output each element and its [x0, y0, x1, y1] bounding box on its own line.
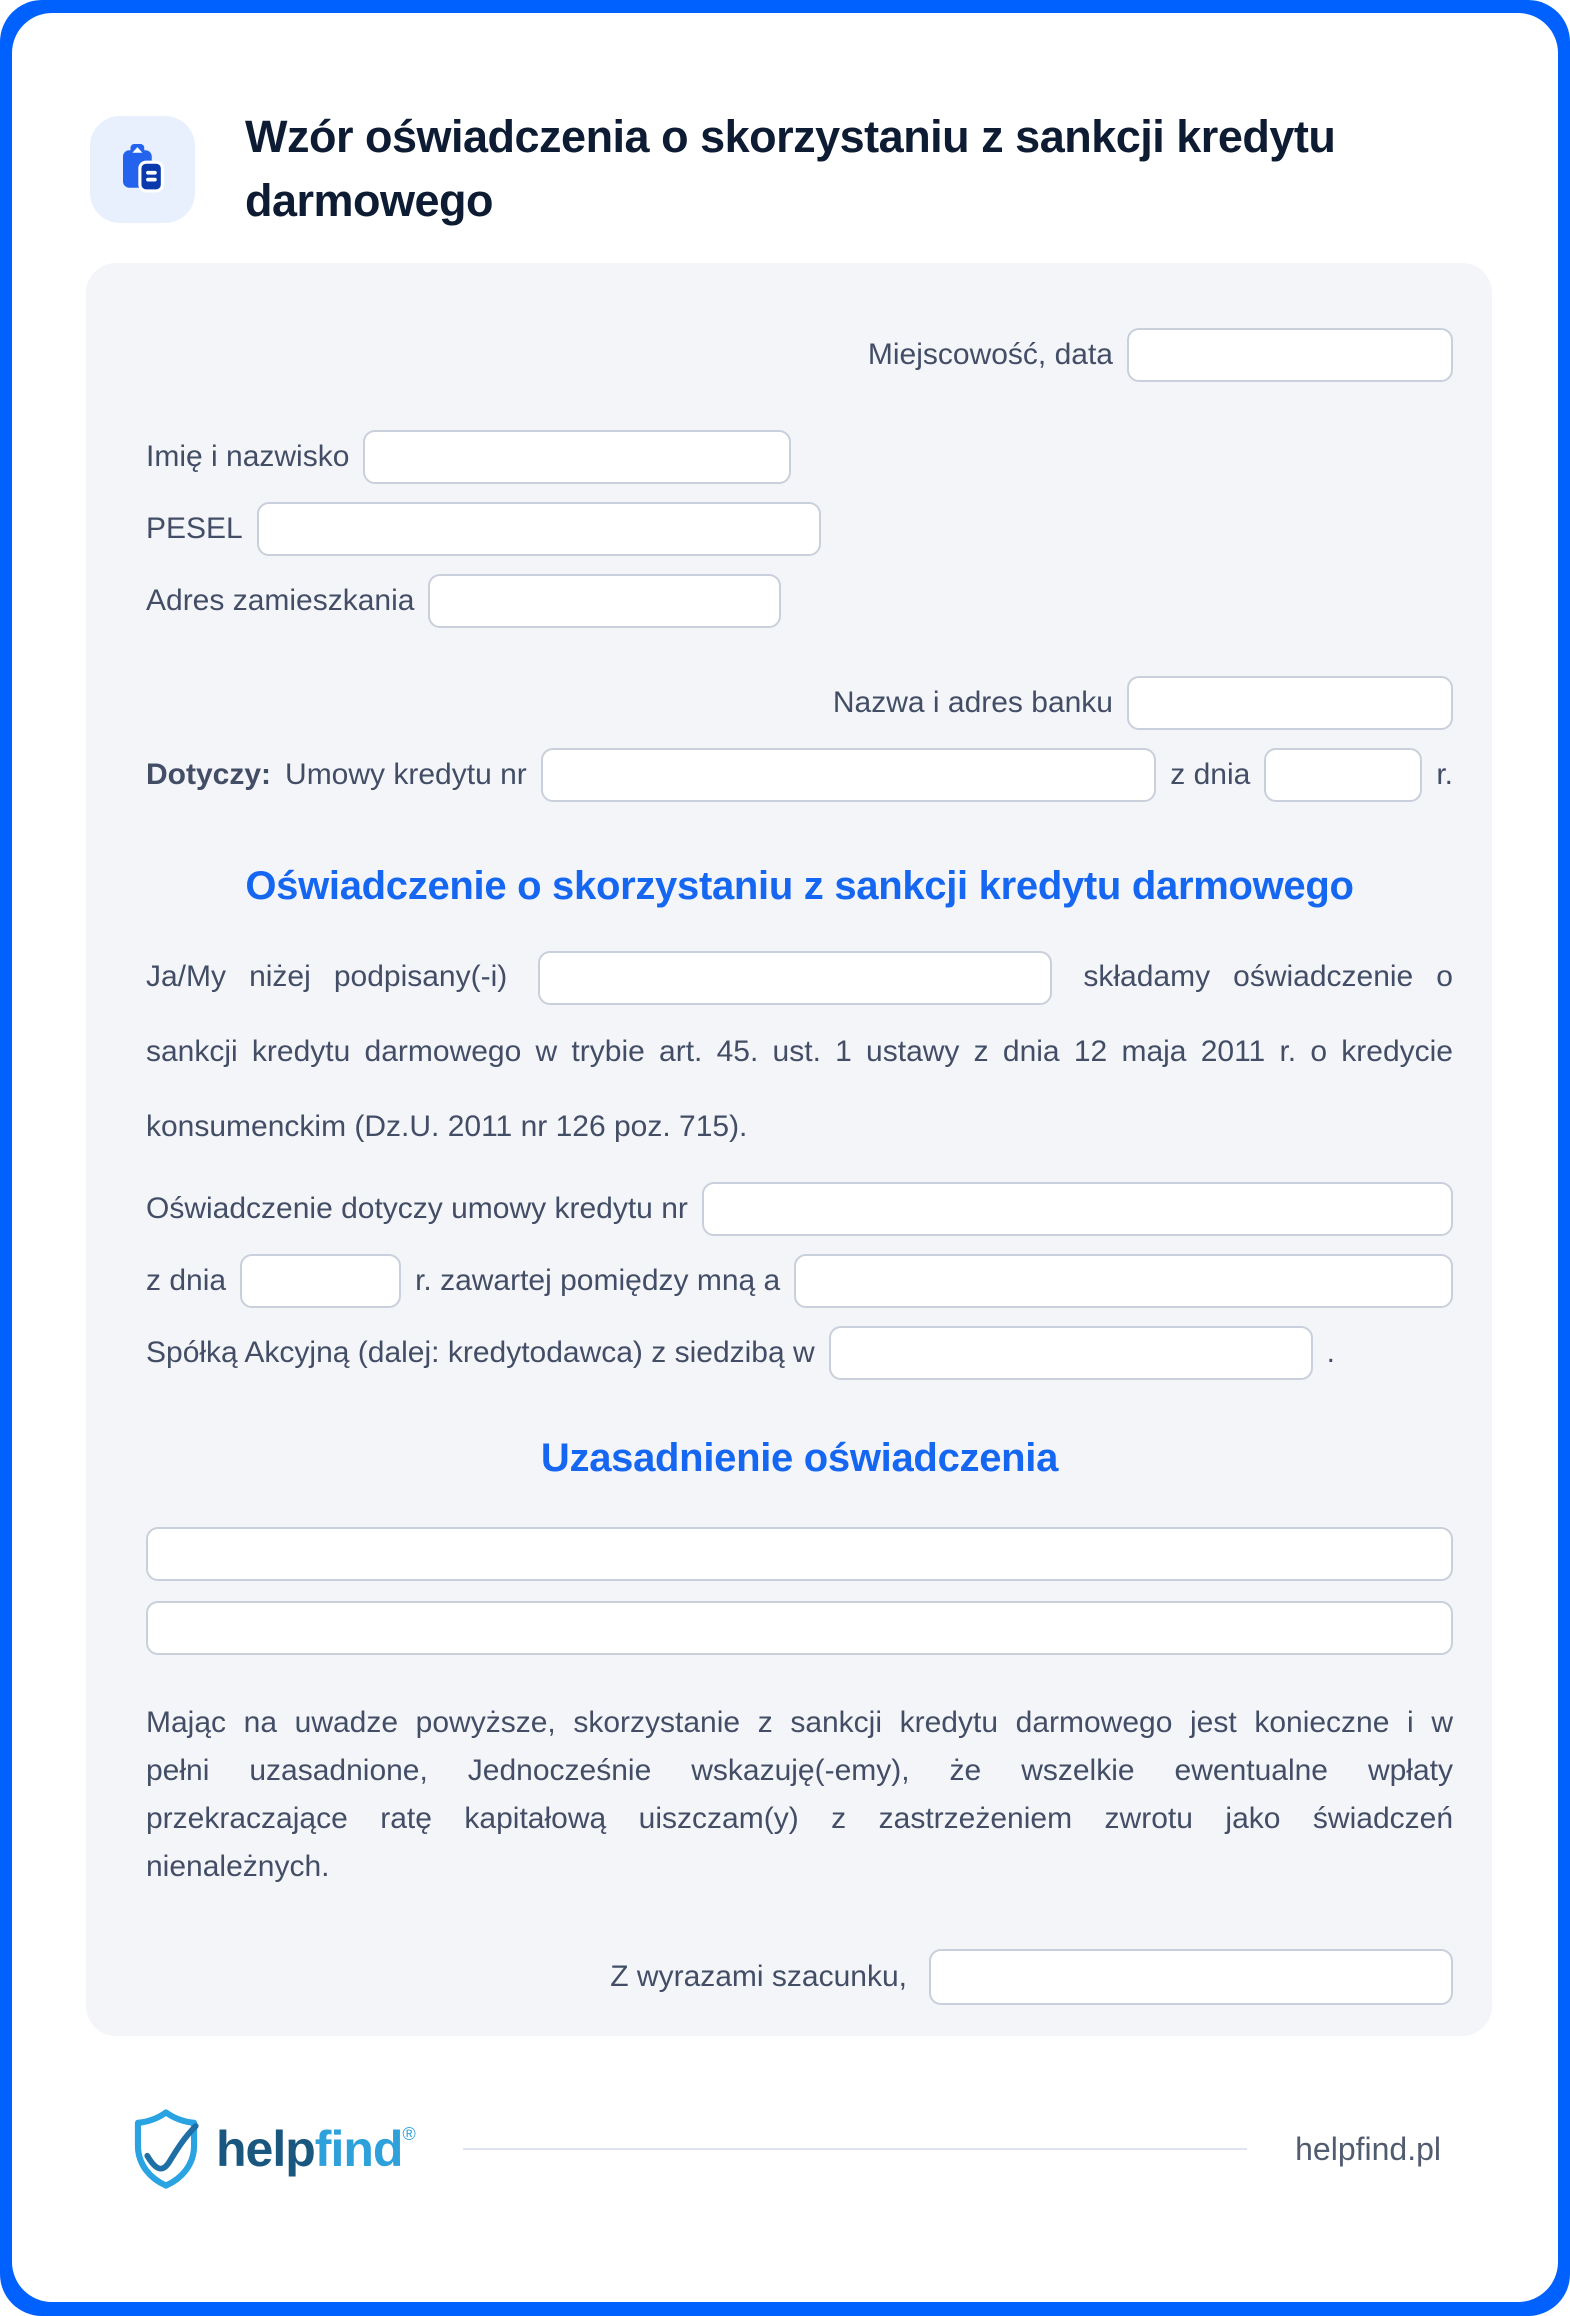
footer-divider	[463, 2148, 1247, 2150]
concerns-agreement-number-input[interactable]	[702, 1182, 1453, 1236]
pesel-input[interactable]	[257, 502, 821, 556]
credit-agreement-number-input[interactable]	[541, 748, 1157, 802]
declaration-section-title: Oświadczenie o skorzystaniu z sankcji kredytu darmowego	[245, 864, 1354, 908]
name-label: Imię i nazwisko	[146, 440, 350, 473]
place-date-label: Miejscowość, data	[867, 338, 1113, 371]
regarding-label-bold: Dotyczy:	[146, 758, 272, 791]
justification-line-1-input[interactable]	[146, 1527, 1453, 1581]
company-label: Spółką Akcyjną (dalej: kredytodawca) z siedzibą w	[146, 1336, 815, 1369]
company-row	[146, 1326, 1453, 1380]
address-input[interactable]	[428, 574, 781, 628]
site-url-text: helpfind.pl	[1295, 2130, 1441, 2167]
wordmark-find: find	[314, 2121, 403, 2177]
concerns-row	[146, 1182, 1453, 1236]
shield-check-icon	[132, 2108, 200, 2190]
z-dnia-label: z dnia	[1170, 758, 1251, 791]
form-panel	[86, 263, 1492, 2036]
between-label: r. zawartej pomiędzy mną a	[415, 1264, 781, 1297]
regarding-row	[146, 748, 1453, 802]
closing-label: Z wyrazami szacunku,	[610, 1960, 907, 1993]
period-label: .	[1326, 1336, 1336, 1369]
justification-paragraph: Mając na uwadze powyższe, skorzystanie z sankcji kredytu darmowego jest konieczne i w pełni uzasadnione, Jednocześnie wskazuję(-emy), że wszelkie ewentualne wpłaty przekraczające ratę kapitałową uiszczam(y) z zastrzeżeniem zwrotu jako świadczeń nienależnych.	[146, 1706, 1453, 1883]
closing-row	[146, 1949, 1453, 2005]
page-footer	[132, 2108, 1441, 2190]
concerns-label: Oświadczenie dotyczy umowy kredytu nr	[146, 1192, 688, 1225]
registered-mark: ®	[402, 2124, 415, 2144]
declaration-text-after: składamy oświadczenie o sankcji kredytu darmowego w trybie art. 45. ust. 1 ustawy z dnia 12 maja 2011 r. o kredycie konsumenckim (Dz.U. 2011 nr 126 poz. 715).	[146, 960, 1453, 1143]
between-z-dnia-label: z dnia	[146, 1264, 227, 1297]
document-card	[12, 13, 1558, 2302]
declaration-paragraph	[146, 939, 1453, 1164]
justification-section-title: Uzasadnienie oświadczenia	[540, 1436, 1059, 1480]
bank-input[interactable]	[1127, 676, 1453, 730]
bank-label: Nazwa i adres banku	[832, 686, 1113, 719]
justification-line-2-input[interactable]	[146, 1601, 1453, 1655]
pesel-label: PESEL	[146, 512, 243, 545]
place-date-row	[146, 328, 1453, 382]
lender-seat-input[interactable]	[829, 1326, 1313, 1380]
address-label: Adres zamieszkania	[146, 584, 415, 617]
wordmark-help: help	[216, 2121, 315, 2177]
lender-name-input[interactable]	[794, 1254, 1453, 1308]
between-date-input[interactable]	[240, 1254, 401, 1308]
pesel-row	[146, 502, 1453, 556]
place-date-input[interactable]	[1127, 328, 1453, 382]
name-input[interactable]	[363, 430, 791, 484]
between-row	[146, 1254, 1453, 1308]
declaration-text-before: Ja/My niżej podpisany(-i)	[146, 960, 508, 993]
agreement-date-input[interactable]	[1264, 748, 1422, 802]
document-header	[12, 13, 1558, 233]
name-row	[146, 430, 1453, 484]
bank-row	[146, 676, 1453, 730]
regarding-label: Umowy kredytu nr	[285, 758, 527, 791]
address-row	[146, 574, 1453, 628]
clipboard-icon	[90, 116, 195, 223]
declarant-names-input[interactable]	[538, 951, 1052, 1005]
helpfind-wordmark	[216, 2120, 415, 2178]
page-title: Wzór oświadczenia o skorzystaniu z sankcji kredytu darmowego	[245, 111, 1336, 226]
helpfind-logo	[132, 2108, 415, 2190]
signature-input[interactable]	[929, 1949, 1453, 2005]
r-label: r.	[1436, 758, 1453, 791]
